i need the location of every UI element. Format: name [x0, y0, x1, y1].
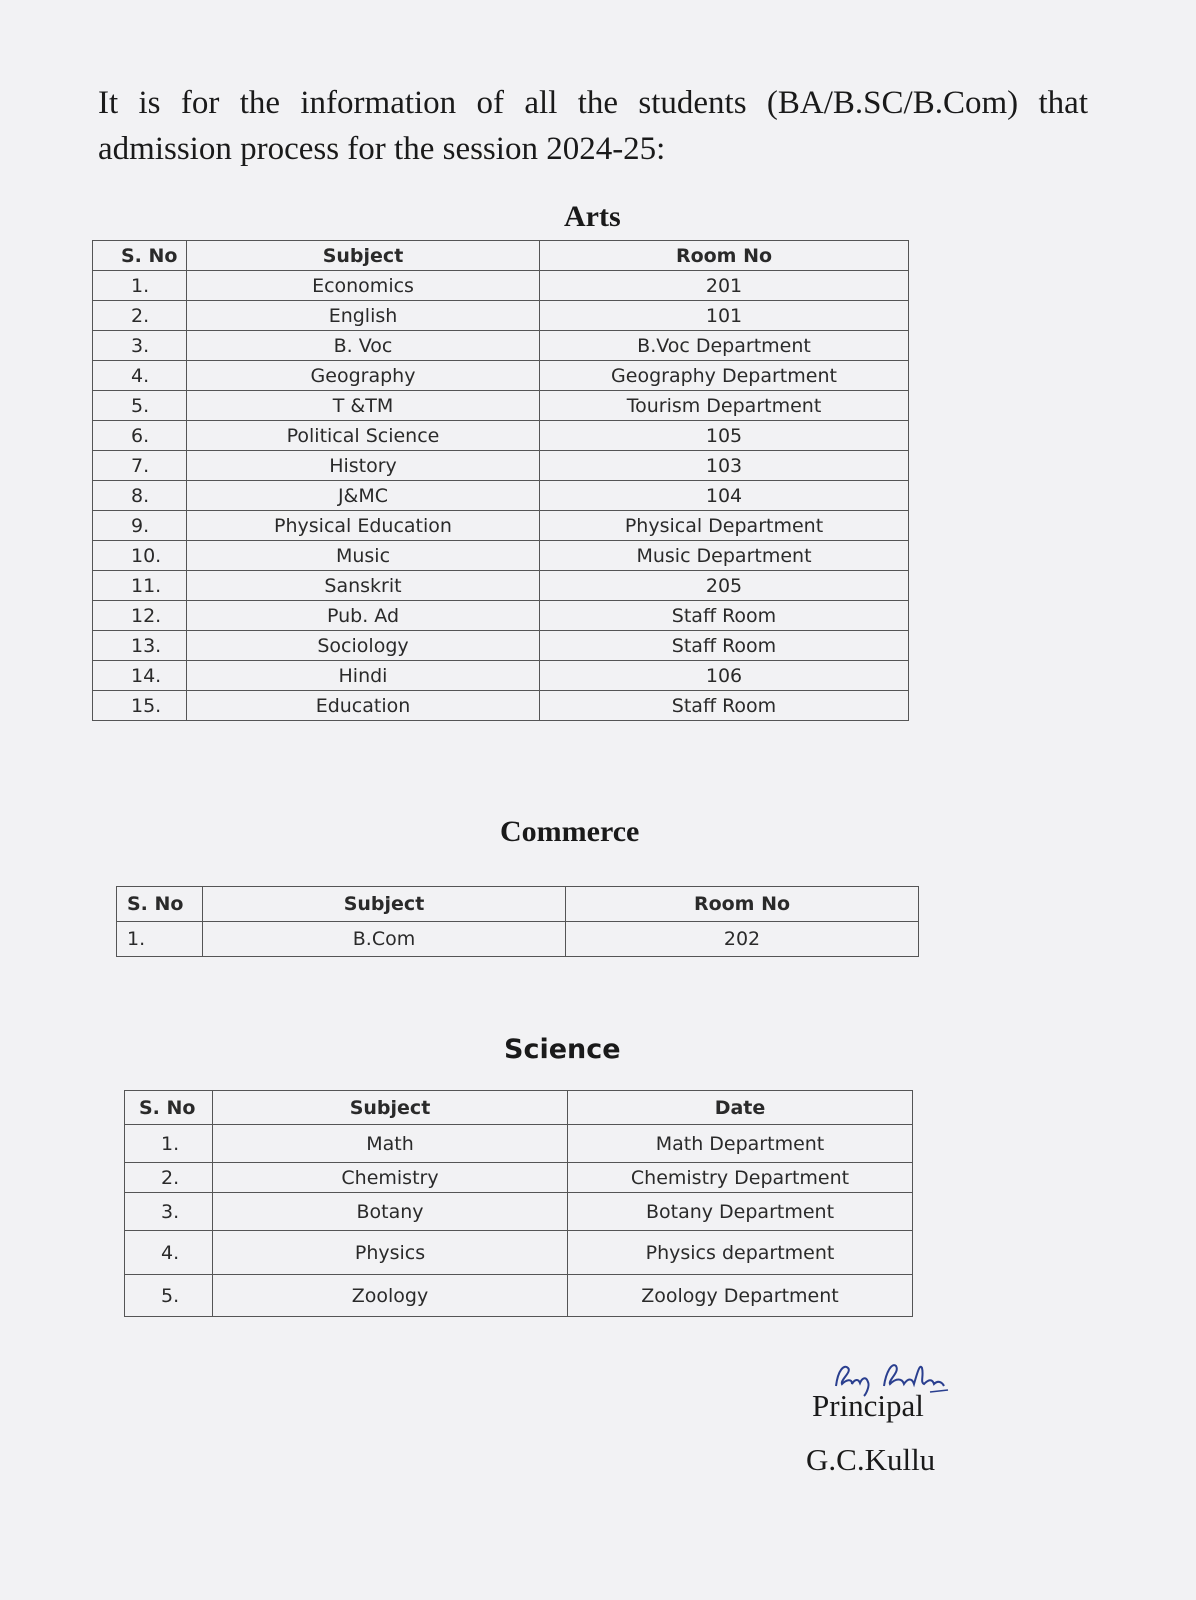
arts-cell-subject: Sanskrit — [187, 571, 540, 601]
science-table — [124, 1090, 913, 1317]
arts-cell-room: Staff Room — [540, 631, 909, 661]
arts-cell-subject: Physical Education — [187, 511, 540, 541]
arts-cell-room: 201 — [540, 271, 909, 301]
science-cell-room: Math Department — [568, 1125, 913, 1163]
arts-cell-sno: 10. — [93, 541, 187, 571]
arts-cell-sno: 1. — [93, 271, 187, 301]
arts-cell-room: Tourism Department — [540, 391, 909, 421]
arts-row — [93, 361, 909, 391]
science-cell-sno: 3. — [125, 1193, 213, 1231]
arts-row — [93, 271, 909, 301]
arts-row — [93, 481, 909, 511]
science-row — [125, 1231, 913, 1275]
arts-cell-subject: English — [187, 301, 540, 331]
arts-cell-sno: 6. — [93, 421, 187, 451]
arts-cell-subject: Hindi — [187, 661, 540, 691]
arts-cell-subject: B. Voc — [187, 331, 540, 361]
commerce-title: Commerce — [500, 815, 640, 848]
arts-cell-sno: 14. — [93, 661, 187, 691]
science-row — [125, 1193, 913, 1231]
arts-row — [93, 301, 909, 331]
science-cell-room: Zoology Department — [568, 1275, 913, 1317]
science-header-sno: S. No — [125, 1091, 213, 1125]
arts-cell-subject: Economics — [187, 271, 540, 301]
arts-row — [93, 601, 909, 631]
arts-row — [93, 631, 909, 661]
principal-designation: Principal — [812, 1388, 924, 1423]
arts-header-row — [93, 241, 909, 271]
arts-row — [93, 691, 909, 721]
arts-cell-sno: 3. — [93, 331, 187, 361]
arts-row — [93, 331, 909, 361]
college-name: G.C.Kullu — [806, 1442, 936, 1477]
science-title: Science — [504, 1034, 621, 1065]
science-cell-sno: 1. — [125, 1125, 213, 1163]
arts-cell-sno: 15. — [93, 691, 187, 721]
arts-cell-sno: 7. — [93, 451, 187, 481]
arts-cell-sno: 5. — [93, 391, 187, 421]
arts-row — [93, 571, 909, 601]
arts-cell-subject: Sociology — [187, 631, 540, 661]
commerce-header-sno: S. No — [117, 887, 203, 922]
commerce-header-room: Room No — [566, 887, 919, 922]
arts-cell-room: B.Voc Department — [540, 331, 909, 361]
intro-line-1: It is for the information of all the students (BA/B.SC/B.Com) that — [98, 85, 1088, 121]
arts-cell-subject: History — [187, 451, 540, 481]
commerce-header-subject: Subject — [203, 887, 566, 922]
science-row — [125, 1125, 913, 1163]
arts-cell-subject: Music — [187, 541, 540, 571]
arts-cell-sno: 13. — [93, 631, 187, 661]
intro-paragraph — [98, 80, 1088, 172]
science-header-subject: Subject — [213, 1091, 568, 1125]
arts-row — [93, 541, 909, 571]
arts-cell-sno: 4. — [93, 361, 187, 391]
arts-cell-room: Physical Department — [540, 511, 909, 541]
commerce-cell-room: 202 — [566, 922, 919, 957]
arts-cell-room: Staff Room — [540, 601, 909, 631]
science-cell-subject: Botany — [213, 1193, 568, 1231]
arts-cell-subject: J&MC — [187, 481, 540, 511]
arts-table — [92, 240, 909, 721]
arts-cell-room: 103 — [540, 451, 909, 481]
science-cell-subject: Chemistry — [213, 1163, 568, 1193]
arts-row — [93, 421, 909, 451]
arts-header-sno: S. No — [93, 241, 187, 271]
science-header-row — [125, 1091, 913, 1125]
commerce-header-row — [117, 887, 919, 922]
commerce-cell-subject: B.Com — [203, 922, 566, 957]
arts-row — [93, 511, 909, 541]
science-cell-room: Physics department — [568, 1231, 913, 1275]
arts-cell-room: 105 — [540, 421, 909, 451]
arts-cell-sno: 11. — [93, 571, 187, 601]
arts-cell-subject: Education — [187, 691, 540, 721]
arts-cell-room: Geography Department — [540, 361, 909, 391]
arts-row — [93, 391, 909, 421]
arts-cell-sno: 8. — [93, 481, 187, 511]
science-cell-sno: 5. — [125, 1275, 213, 1317]
arts-cell-room: 104 — [540, 481, 909, 511]
arts-cell-room: Staff Room — [540, 691, 909, 721]
arts-row — [93, 451, 909, 481]
arts-cell-room: 101 — [540, 301, 909, 331]
science-header-room: Date — [568, 1091, 913, 1125]
arts-title: Arts — [564, 200, 621, 233]
arts-cell-room: Music Department — [540, 541, 909, 571]
arts-cell-sno: 9. — [93, 511, 187, 541]
science-row — [125, 1163, 913, 1193]
arts-cell-sno: 12. — [93, 601, 187, 631]
science-cell-subject: Physics — [213, 1231, 568, 1275]
science-cell-sno: 2. — [125, 1163, 213, 1193]
commerce-cell-sno: 1. — [117, 922, 203, 957]
science-cell-subject: Zoology — [213, 1275, 568, 1317]
science-row — [125, 1275, 913, 1317]
commerce-table — [116, 886, 919, 957]
arts-cell-subject: Geography — [187, 361, 540, 391]
science-cell-sno: 4. — [125, 1231, 213, 1275]
science-cell-room: Botany Department — [568, 1193, 913, 1231]
commerce-row — [117, 922, 919, 957]
arts-cell-room: 205 — [540, 571, 909, 601]
intro-line-2: admission process for the session 2024-25: — [98, 131, 666, 167]
arts-cell-sno: 2. — [93, 301, 187, 331]
arts-cell-subject: Pub. Ad — [187, 601, 540, 631]
arts-cell-subject: Political Science — [187, 421, 540, 451]
arts-cell-room: 106 — [540, 661, 909, 691]
science-cell-room: Chemistry Department — [568, 1163, 913, 1193]
arts-header-subject: Subject — [187, 241, 540, 271]
arts-row — [93, 661, 909, 691]
arts-cell-subject: T &TM — [187, 391, 540, 421]
arts-header-room: Room No — [540, 241, 909, 271]
science-cell-subject: Math — [213, 1125, 568, 1163]
